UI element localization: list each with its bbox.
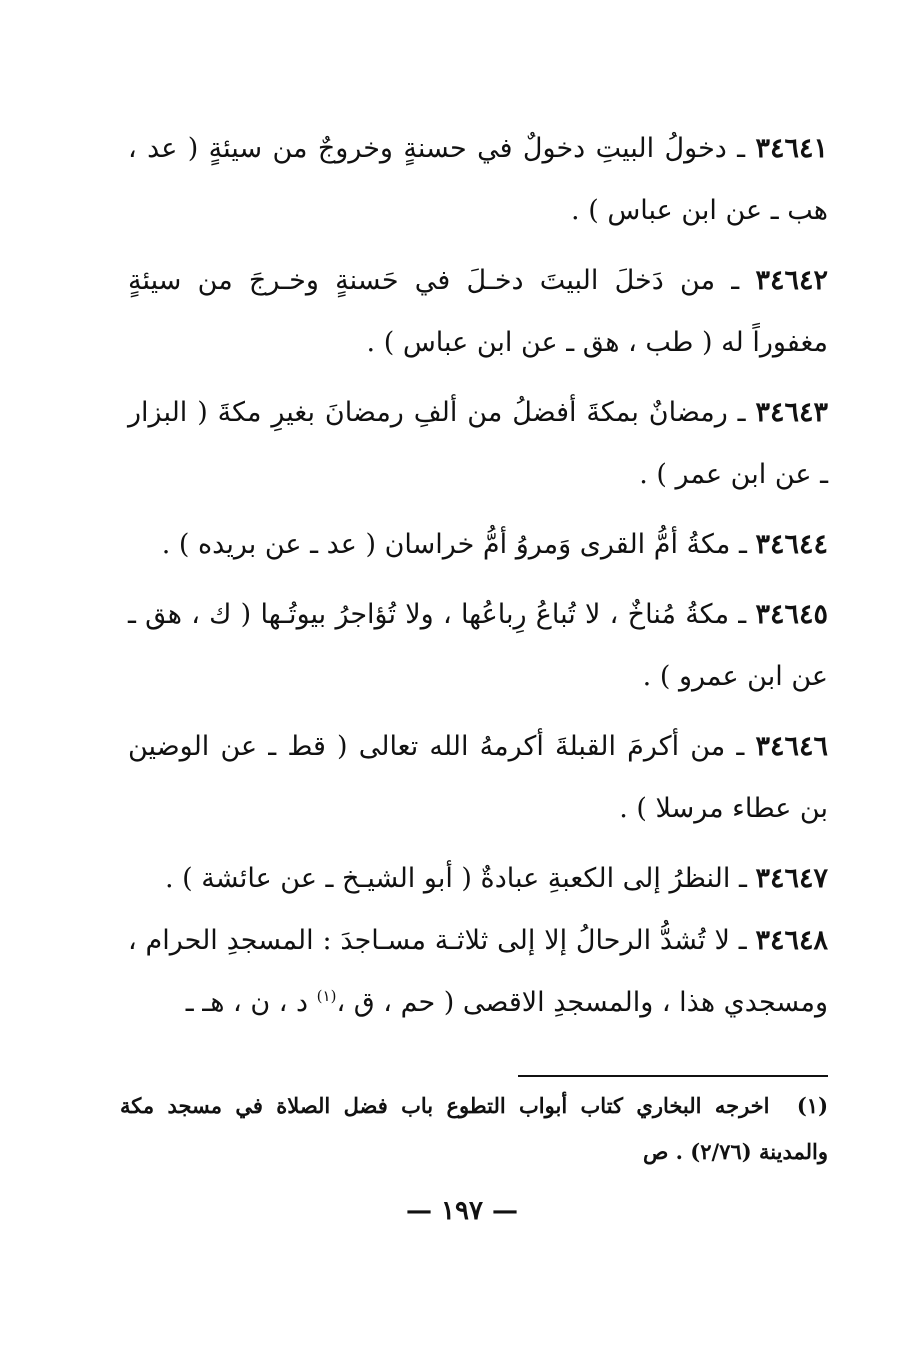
footnote-marker: (١) [796,1093,828,1118]
hadith-text: ـ النظرُ إلى الكعبةِ عبادةٌ ( أبو الشيـخ ـ عن عائشة ) . [164,863,747,894]
hadith-entry [128,848,828,910]
hadith-text: ـ من أكرمَ القبلةَ أكرمهُ الله تعالى ( قط ـ عن الوضين بن عطاء مرسلا ) . [128,731,828,824]
hadith-entry [128,910,828,1034]
hadith-number: ٣٤٦٤٤ [755,529,828,560]
hadith-text-continued: د ، ن ، هـ ـ [185,987,309,1018]
hadith-number: ٣٤٦٤٢ [755,265,828,296]
footnote-reference: (١) [316,987,337,1005]
hadith-list [128,118,828,1034]
hadith-text: ـ من دَخلَ البيتَ دخـلَ في حَسنةٍ وخـرجَ من سيئةٍ مغفوراً له ( طب ، هق ـ عن ابن عباس ) . [128,265,828,358]
hadith-number: ٣٤٦٤٣ [755,397,828,428]
hadith-number: ٣٤٦٤٦ [755,731,828,762]
hadith-entry [128,514,828,576]
footnote-separator [518,1075,828,1077]
hadith-number: ٣٤٦٤٧ [755,863,828,894]
footnote [120,1083,828,1175]
hadith-entry [128,382,828,506]
hadith-text: ـ رمضانٌ بمكةَ أفضلُ من ألفِ رمضانَ بغيرِ مكةَ ( البزار ـ عن ابن عمر ) . [128,397,828,490]
hadith-entry [128,118,828,242]
hadith-text: ـ لا تُشدُّ الرحالُ إلا إلى ثلاثـة مسـاجدَ : المسجدِ الحرام ، ومسجدي هذا ، والمسجدِ الاقصى ( حم ، ق ، [128,925,828,1018]
page-number: — ١٩٧ — [405,1196,519,1226]
hadith-number: ٣٤٦٤٨ [755,925,828,956]
hadith-number: ٣٤٦٤٥ [755,599,828,630]
hadith-entry [128,716,828,840]
hadith-entry [128,584,828,708]
hadith-number: ٣٤٦٤١ [755,133,828,164]
footnote-text: اخرجه البخاري كتاب أبواب التطوع باب فضل الصلاة في مسجد مكة والمدينة (٢/٧٦) . ص [120,1093,828,1164]
hadith-entry [128,250,828,374]
hadith-text: ـ مكةُ أمُّ القرى وَمروُ أمُّ خراسان ( عد ـ عن بريده ) . [161,529,747,560]
hadith-text: ـ دخولُ البيتِ دخولٌ في حسنةٍ وخروجٌ من سيئةٍ ( عد ، هب ـ عن ابن عباس ) . [128,133,828,226]
hadith-text: ـ مكةُ مُناخٌ ، لا تُباعُ رِباعُها ، ولا تُؤاجرُ بيوتُـها ( ك ، هق ـ عن ابن عمرو ) . [128,599,828,692]
